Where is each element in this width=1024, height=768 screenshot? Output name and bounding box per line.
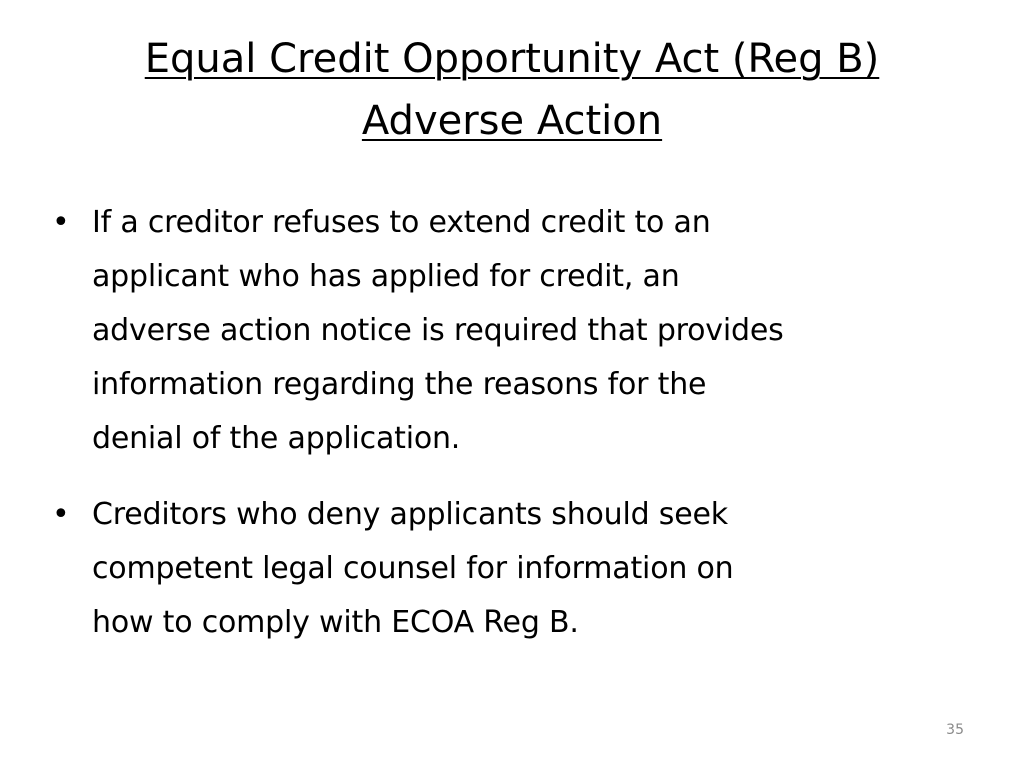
bullet-item <box>52 196 952 466</box>
bullet-item <box>52 488 952 650</box>
bullet-line: competent legal counsel for information on <box>92 551 734 586</box>
slide-number: 35 <box>946 722 964 738</box>
bullet-list <box>52 196 952 672</box>
bullet-line: information regarding the reasons for the <box>92 367 707 402</box>
bullet-line: how to comply with ECOA Reg B. <box>92 605 579 640</box>
slide-title-line-2: Adverse Action <box>361 98 663 144</box>
slide-title-line-1: Equal Credit Opportunity Act (Reg B) <box>144 36 880 82</box>
bullet-line: adverse action notice is required that provides <box>92 313 784 348</box>
bullet-text <box>92 196 784 466</box>
bullet-text <box>92 488 733 650</box>
bullet-icon: • <box>52 205 70 240</box>
bullet-line: If a creditor refuses to extend credit to an <box>92 205 711 240</box>
bullet-line: Creditors who deny applicants should seek <box>92 497 728 532</box>
bullet-line: denial of the application. <box>92 421 461 456</box>
bullet-icon: • <box>52 497 70 532</box>
bullet-line: applicant who has applied for credit, an <box>92 259 680 294</box>
slide-title <box>40 28 984 152</box>
